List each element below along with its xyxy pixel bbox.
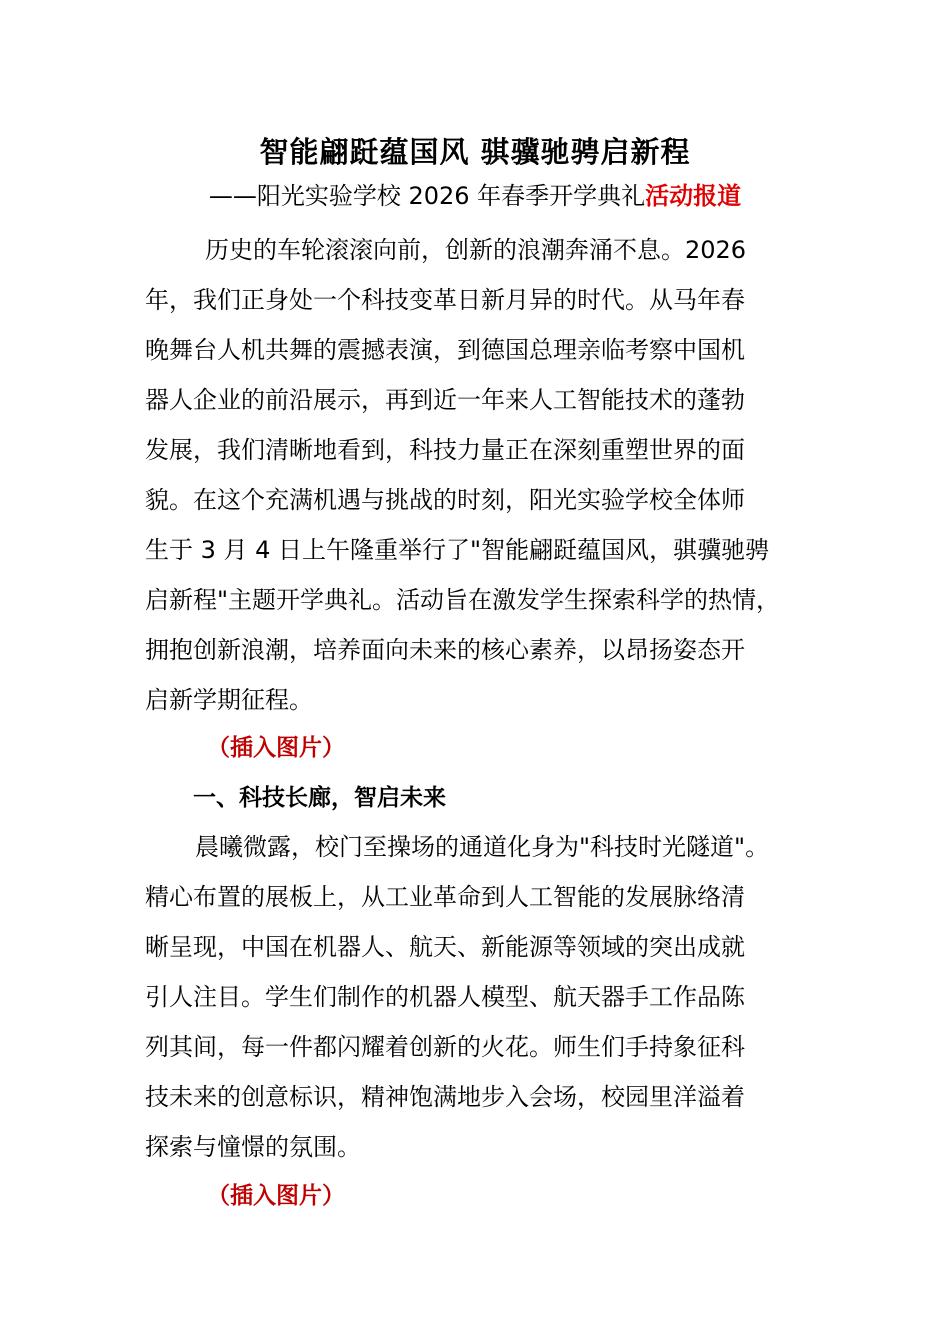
paragraph-line: 启新程"主题开学典礼。活动旨在激发学生探索科学的热情， [145, 586, 781, 614]
paragraph-line: 晰呈现，中国在机器人、航天、新能源等领域的突出成就 [145, 933, 745, 961]
paragraph-line: 晚舞台人机共舞的震撼表演，到德国总理亲临考察中国机 [145, 336, 745, 364]
paragraph-line: 貌。在这个充满机遇与挑战的时刻，阳光实验学校全体师 [145, 486, 745, 514]
paragraph-line: 精心布置的展板上，从工业革命到人工智能的发展脉络清 [145, 883, 745, 911]
paragraph-line: 引人注目。学生们制作的机器人模型、航天器手工作品陈 [145, 983, 745, 1011]
subtitle-highlight: 活动报道 [645, 182, 742, 210]
paragraph-line: 探索与憧憬的氛围。 [145, 1133, 361, 1161]
paragraph-line: 发展，我们清晰地看到，科技力量正在深刻重塑世界的面 [145, 436, 745, 464]
paragraph-line: 生于 3 月 4 日上午隆重举行了"智能翩跹蕴国风，骐骥驰骋 [145, 536, 770, 564]
paragraph-section1 [145, 822, 813, 1172]
paragraph-line: 年，我们正身处一个科技变革日新月异的时代。从马年春 [145, 286, 745, 314]
paragraph-line: 列其间，每一件都闪耀着创新的火花。师生们手持象征科 [145, 1033, 745, 1061]
insert-image-placeholder: （插入图片） [207, 735, 345, 761]
subtitle-prefix: ——阳光实验学校 2026 年春季开学典礼 [208, 182, 646, 210]
document-subtitle [0, 176, 950, 216]
paragraph-line: 技未来的创意标识，精神饱满地步入会场，校园里洋溢着 [145, 1083, 745, 1111]
paragraph-line: 拥抱创新浪潮，培养面向未来的核心素养，以昂扬姿态开 [145, 636, 745, 664]
paragraph-line: 启新学期征程。 [145, 686, 313, 714]
paragraph-line: 晨曦微露，校门至操场的通道化身为"科技时光隧道"。 [195, 833, 770, 861]
insert-image-placeholder: （插入图片） [207, 1183, 345, 1209]
paragraph-intro [145, 225, 813, 725]
paragraph-line: 历史的车轮滚滚向前，创新的浪潮奔涌不息。2026 [205, 236, 747, 264]
paragraph-line: 器人企业的前沿展示，再到近一年来人工智能技术的蓬勃 [145, 386, 745, 414]
document-title: 智能翩跹蕴国风 骐骥驰骋启新程 [259, 135, 691, 169]
section-heading: 一、科技长廊，智启未来 [193, 785, 446, 811]
